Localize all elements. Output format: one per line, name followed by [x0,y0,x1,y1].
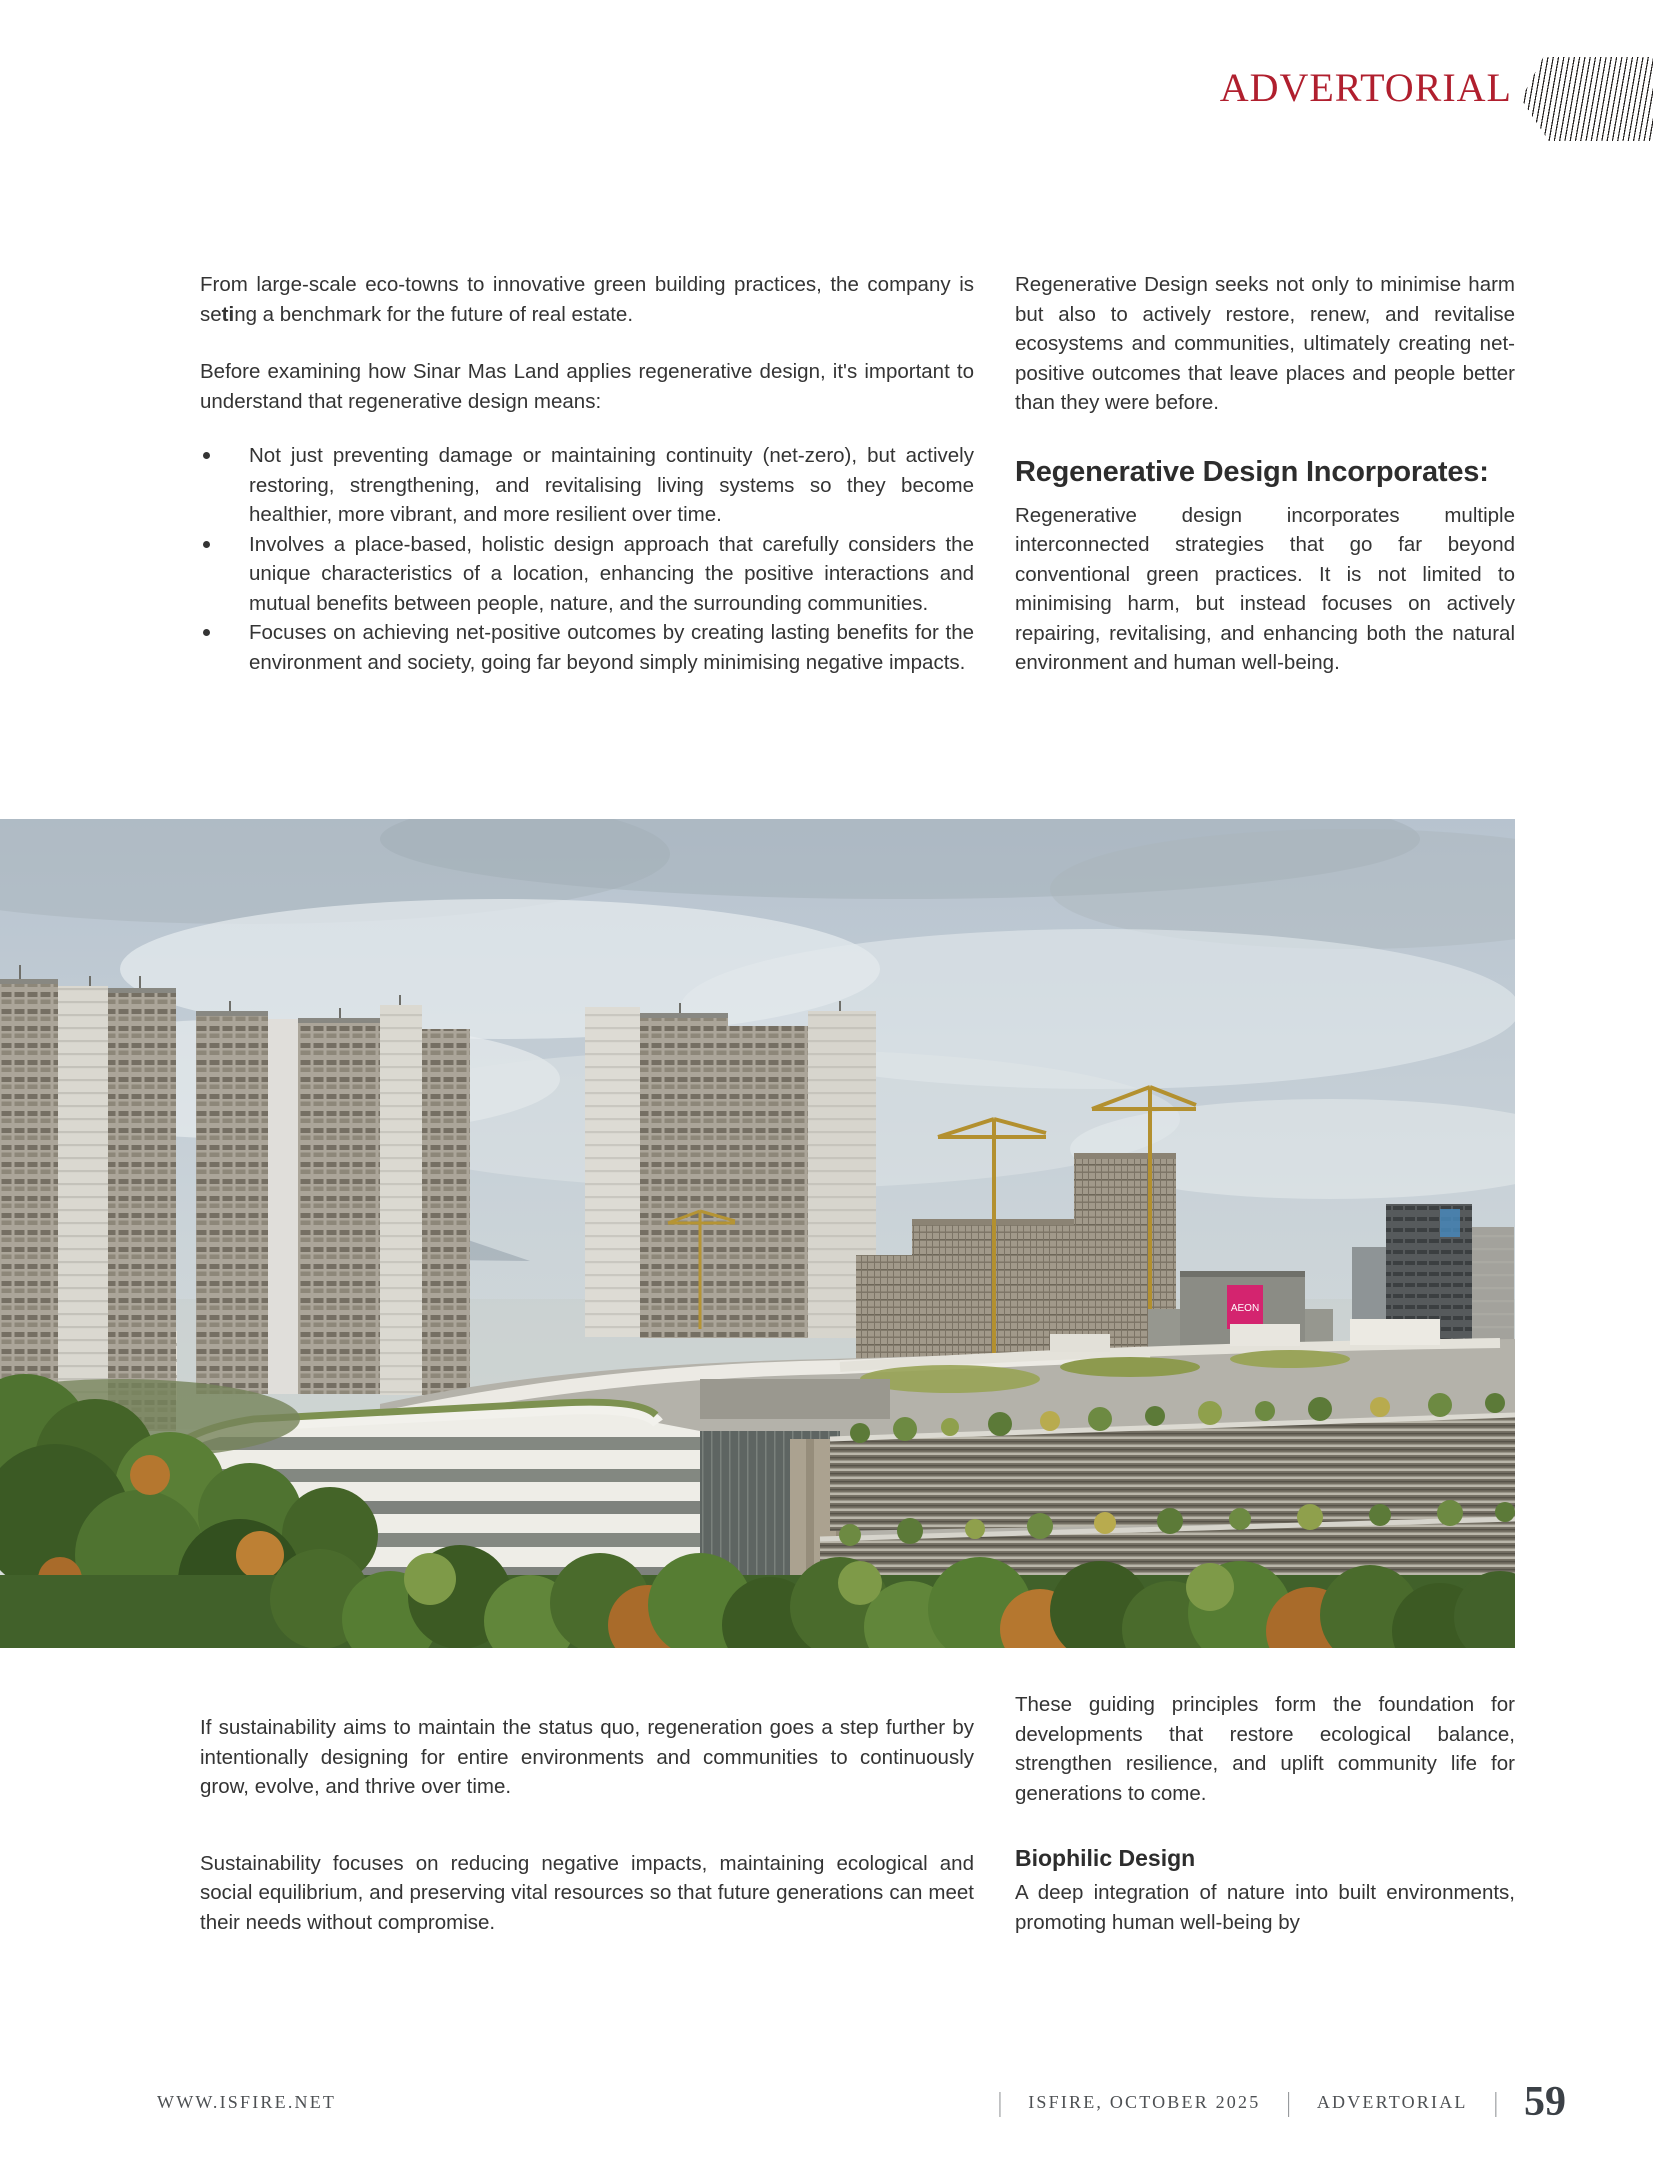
footer-issue: ISFIRE, OCTOBER 2025 [1028,2091,1261,2112]
section-heading-incorporates: Regenerative Design Incorporates: [1015,455,1489,488]
paragraph-text: From large-scale eco-towns to innovative green building practices, the company is se [200,273,974,326]
list-item: Involves a place-based, holistic design approach that carefully considers the unique characteristics of a location, enhancing the positive interactions and mutual benefits between people, nature, and the surrounding communities. [200,530,974,619]
paragraph-sustainability-focus: Sustainability focuses on reducing negative impacts, maintaining ecological and social equilibrium, and preserving vital resources so that future generations can meet their needs without compromise. [200,1851,974,1934]
footer-separator: | [997,2085,1003,2117]
list-item: Not just preventing damage or maintaining continuity (net-zero), but actively restoring, strengthening, and revitalising living systems so they become healthier, more vibrant, and more resilient over time. [200,441,974,530]
diagonal-hatch-decoration-icon [1521,57,1653,141]
intro-column-left [200,270,974,677]
paragraph-benchmark [200,270,974,329]
paragraph-sustainability-vs-regeneration: If sustainability aims to maintain the status quo, regeneration goes a step further by intentionally designing for entire environments and communities to continuously grow, evolve, and thrive over time. [200,1716,974,1798]
hero-photo-cityscape [0,819,1515,1648]
closing-column-right [1015,1690,1515,1937]
footer-separator: | [1493,2085,1498,2117]
paragraph-before-examining: Before examining how Sinar Mas Land applies regenerative design, it's important to understand that regenerative design means: [200,360,974,413]
footer-right-group [998,2081,1566,2123]
aeon-sign-text: AEON [1230,1303,1260,1314]
paragraph-text-bold: ti [221,302,235,326]
list-item: Focuses on achieving net-positive outcomes by creating lasting benefits for the environment and society, going far beyond simply minimising negative impacts. [200,618,974,677]
design-means-bullet-list [200,441,974,677]
paragraph-text: ng a benchmark for the future of real estate. [234,302,634,326]
advertorial-label: ADVERTORIAL [1219,65,1512,110]
intro-column-right [1015,270,1515,678]
paragraph-guiding-principles: These guiding principles form the foundation for developments that restore ecological balance, strengthen resilience, and uplift community life for generations to come. [1015,1693,1515,1805]
subheading-biophilic-design: Biophilic Design [1015,1845,1196,1871]
page-footer [157,2076,1566,2128]
paragraph-biophilic: A deep integration of nature into built environments, promoting human well-being by [1015,1881,1515,1934]
cityscape-illustration [0,819,1515,1648]
paragraph-incorporates: Regenerative design incorporates multiple interconnected strategies that go far beyond conventional green practices. It is not limited to minimising harm, but instead focuses on actively repairing, revitalising, and enhancing both the natural environment and human well-being. [1015,503,1515,674]
footer-separator: | [1286,2085,1291,2117]
footer-website: WWW.ISFIRE.NET [157,2091,337,2112]
paragraph-regenerative-design-seeks: Regenerative Design seeks not only to minimise harm but also to actively restore, renew, and revitalise ecosystems and communities, ultimately creating net-positive outcomes that leave places and people better than they were before. [1015,273,1515,414]
footer-page-number: 59 [1524,2079,1566,2125]
footer-section: ADVERTORIAL [1316,2091,1468,2112]
closing-column-left [200,1713,974,1937]
